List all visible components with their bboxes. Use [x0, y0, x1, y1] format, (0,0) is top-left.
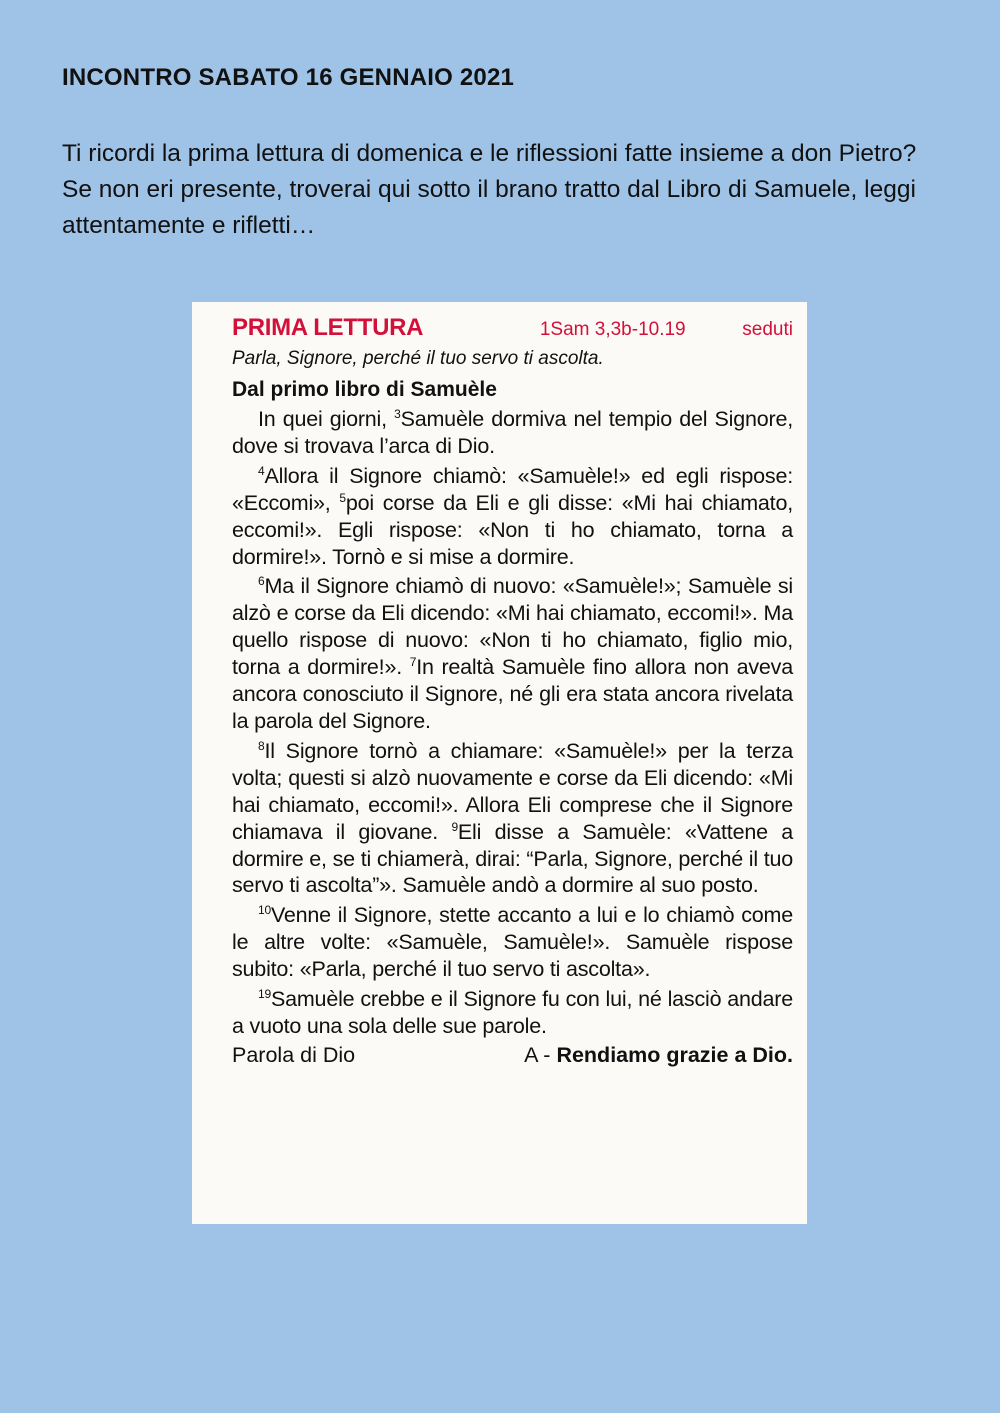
verse-number: 5 [339, 490, 346, 505]
verse-text: Venne il Signore, stette accanto a lui e lo chiamò come le altre volte: «Samuèle, Samuèle!». Samuèle rispose subito: «Parla, perché il tuo servo ti ascolta». [232, 903, 793, 982]
reading-clipping [192, 302, 807, 1224]
verse-paragraph [232, 573, 793, 734]
verse-text: Allora il Signore chiamò: «Samuèle!» ed egli rispose: «Eccomi», [232, 463, 793, 515]
verse-number: 6 [258, 574, 265, 589]
intro-text [62, 136, 942, 244]
verse-number: 9 [451, 819, 458, 834]
page-title: INCONTRO SABATO 16 GENNAIO 2021 [62, 64, 515, 91]
verse-number: 19 [258, 986, 271, 1001]
reading-label: PRIMA LETTURA [232, 314, 424, 341]
closing-acclamation: Parola di Dio [232, 1042, 356, 1067]
verse-text: Eli disse a Samuèle: «Vattene a dormire e, se ti chiamerà, dirai: “Parla, Signore, perché il tuo servo ti ascolta”». Samuèle andò a dormire al suo posto. [232, 819, 793, 898]
reading-posture: seduti [742, 319, 793, 340]
verse-text: Il Signore tornò a chiamare: «Samuèle!» per la terza volta; questi si alzò nuovamente e corse da Eli dicendo: «Mi hai chiamato, eccomi!». Allora Eli comprese che il Signore chiamava il giovane. [232, 738, 793, 844]
reading-closing [232, 1043, 793, 1068]
verse-text: In quei giorni, [258, 407, 395, 431]
verse-text: In realtà Samuèle fino allora non aveva ancora conosciuto il Signore, né gli era stata ancora rivelata la parola del Signore. [232, 655, 793, 733]
verse-paragraph [232, 902, 793, 983]
verse-paragraph [232, 738, 793, 899]
verse-text: Samuèle dormiva nel tempio del Signore, dove si trovava l’arca di Dio. [232, 407, 794, 458]
reading-book: Dal primo libro di Samuèle [232, 378, 497, 401]
reading-reference: 1Sam 3,3b-10.19 [539, 319, 686, 340]
verse-text: Samuèle crebbe e il Signore fu con lui, né lasciò andare a vuoto una sola delle sue parole. [232, 987, 793, 1038]
verse-number: 3 [394, 406, 401, 421]
verse-number: 4 [258, 463, 265, 478]
response-prefix: A - [524, 1042, 557, 1067]
verse-paragraph [232, 986, 793, 1040]
closing-response [524, 1043, 793, 1068]
reading-header [232, 314, 793, 346]
intro-instruction: Se non eri presente, troverai qui sotto il brano tratto dal Libro di Samuele, leggi attentamente e rifletti… [62, 176, 916, 239]
verse-number: 10 [258, 903, 271, 918]
verse-number: 7 [409, 655, 417, 669]
verse-number: 8 [258, 738, 265, 753]
verse-text: poi corse da Eli e gli disse: «Mi hai chiamato, eccomi!». Egli rispose: «Non ti ho chiamato, torna a dormire!». Tornò e si mise a dormire. [232, 490, 793, 569]
verse-paragraph [232, 406, 793, 460]
verse-paragraph [232, 463, 793, 571]
reading-subtitle: Parla, Signore, perché il tuo servo ti ascolta. [232, 348, 604, 369]
response-text: Rendiamo grazie a Dio. [556, 1042, 793, 1067]
verse-text: Ma il Signore chiamò di nuovo: «Samuèle!»; Samuèle si alzò e corse da Eli dicendo: «Mi hai chiamato, eccomi!». Ma quello rispose di nuovo: «Non ti ho chiamato, figlio mio, torna a dormire!». [232, 574, 793, 680]
intro-question: Ti ricordi la prima lettura di domenica e le riflessioni fatte insieme a don Pietro? [62, 140, 917, 167]
